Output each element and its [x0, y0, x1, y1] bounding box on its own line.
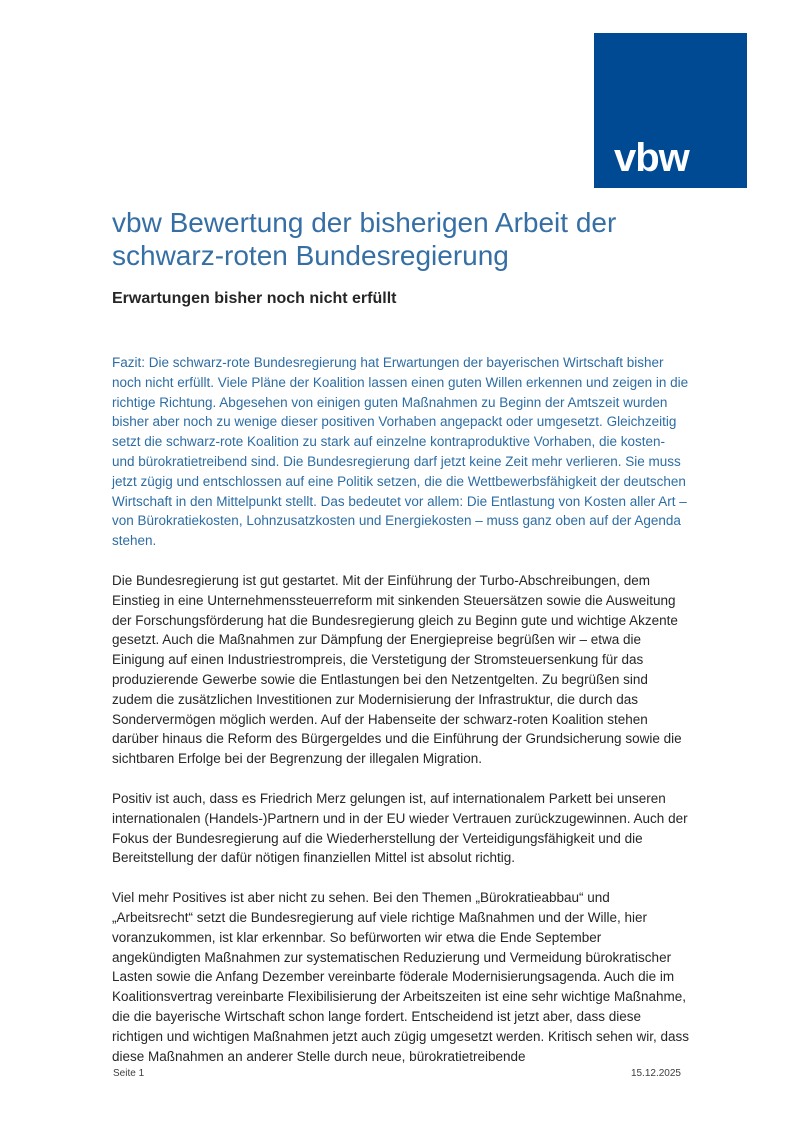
- paragraph-criticism: Viel mehr Positives ist aber nicht zu sehen. Bei den Themen „Bürokratieabbau“ und „Arbeitsrecht“ setzt die Bundesregierung auf viele richtige Maßnahmen und der Wille, hier voranzukommen, ist klar erkennbar. So befürworten wir etwa die Ende September angekündigten Maßnahmen zur systematischen Reduzierung und Vermeidung bürokratischer Lasten sowie die Anfang Dezember vereinbarte föderale Modernisierungsagenda. Auch die im Koalitionsvertrag vereinbarte Flexibilisierung der Arbeitszeiten ist eine sehr wichtige Maßnahme, die die bayerische Wirtschaft schon lange fordert. Entscheidend ist jetzt aber, dass diese richtigen und wichtigen Maßnahmen jetzt auch zügig umgesetzt werden. Kritisch sehen wir, dass diese Maßnahmen an anderer Stelle durch neue, bürokratietreibende: [112, 890, 690, 1064]
- paragraph-fazit: Fazit: Die schwarz-rote Bundesregierung hat Erwartungen der bayerischen Wirtschaft bisher noch nicht erfüllt. Viele Pläne der Koalition lassen einen guten Willen erkennen und zeigen in die richtige Richtung. Abgesehen von einigen guten Maßnahmen zu Beginn der Amtszeit wurden bisher aber noch zu wenige dieser positiven Vorhaben angepackt oder umgesetzt. Gleichzeitig setzt die schwarz-rote Koalition zu stark auf einzelne kontraproduktive Vorhaben, die kosten- und bürokratietreibend sind. Die Bundesregierung darf jetzt keine Zeit mehr verlieren. Sie muss jetzt zügig und entschlossen auf eine Politik setzen, die die Wettbewerbsfähigkeit der deutschen Wirtschaft in den Mittelpunkt stellt. Das bedeutet vor allem: Die Entlastung von Kosten aller Art – von Bürokratiekosten, Lohnzusatzkosten und Energiekosten – muss ganz oben auf der Agenda stehen.: [112, 355, 689, 549]
- vbw-logo: [594, 33, 747, 201]
- page-footer: [113, 1068, 681, 1079]
- vbw-logo-wordmark: vbw: [614, 136, 689, 180]
- page-subtitle: Erwartungen bisher noch nicht erfüllt: [112, 290, 397, 307]
- page-number: Seite 1: [113, 1068, 145, 1079]
- paragraph-international: Positiv ist auch, dass es Friedrich Merz gelungen ist, auf internationalem Parkett bei unseren internationalen (Handels-)Partnern und in der EU wieder Vertrauen zurückzugewinnen. Auch der Fokus der Bundesregierung auf die Wiederherstellung der Verteidigungsfähigkeit und die Bereitstellung der dafür nötigen finanziellen Mittel ist absolut richtig.: [112, 790, 688, 866]
- page-title: vbw Bewertung der bisherigen Arbeit der schwarz-roten Bundesregierung: [112, 207, 617, 271]
- document-date: 15.12.2025: [630, 1068, 681, 1079]
- paragraph-positive-start: Die Bundesregierung ist gut gestartet. Mit der Einführung der Turbo-Abschreibungen, dem Einstieg in eine Unternehmenssteuerreform mit sinkenden Steuersätzen sowie die Ausweitung der Forschungsförderung hat die Bundesregierung gleich zu Beginn gute und wichtige Akzente gesetzt. Auch die Maßnahmen zur Dämpfung der Energiepreise begrüßen wir – etwa die Einigung auf einen Industriestrompreis, die Verstetigung der Stromsteuersenkung für das produzierende Gewerbe sowie die Entlastungen bei den Netzentgelten. Zu begrüßen sind zudem die zusätzlichen Investitionen zur Modernisierung der Infrastruktur, die durch das Sondervermögen möglich werden. Auf der Habenseite der schwarz-roten Koalition stehen darüber hinaus die Reform des Bürgergeldes und die Einführung der Grundsicherung sowie die sichtbaren Erfolge bei der Begrenzung der illegalen Migration.: [112, 572, 682, 767]
- vbw-logo-tagline: Die bayerische Wirtschaft: [616, 189, 741, 201]
- document-body: [112, 353, 690, 1086]
